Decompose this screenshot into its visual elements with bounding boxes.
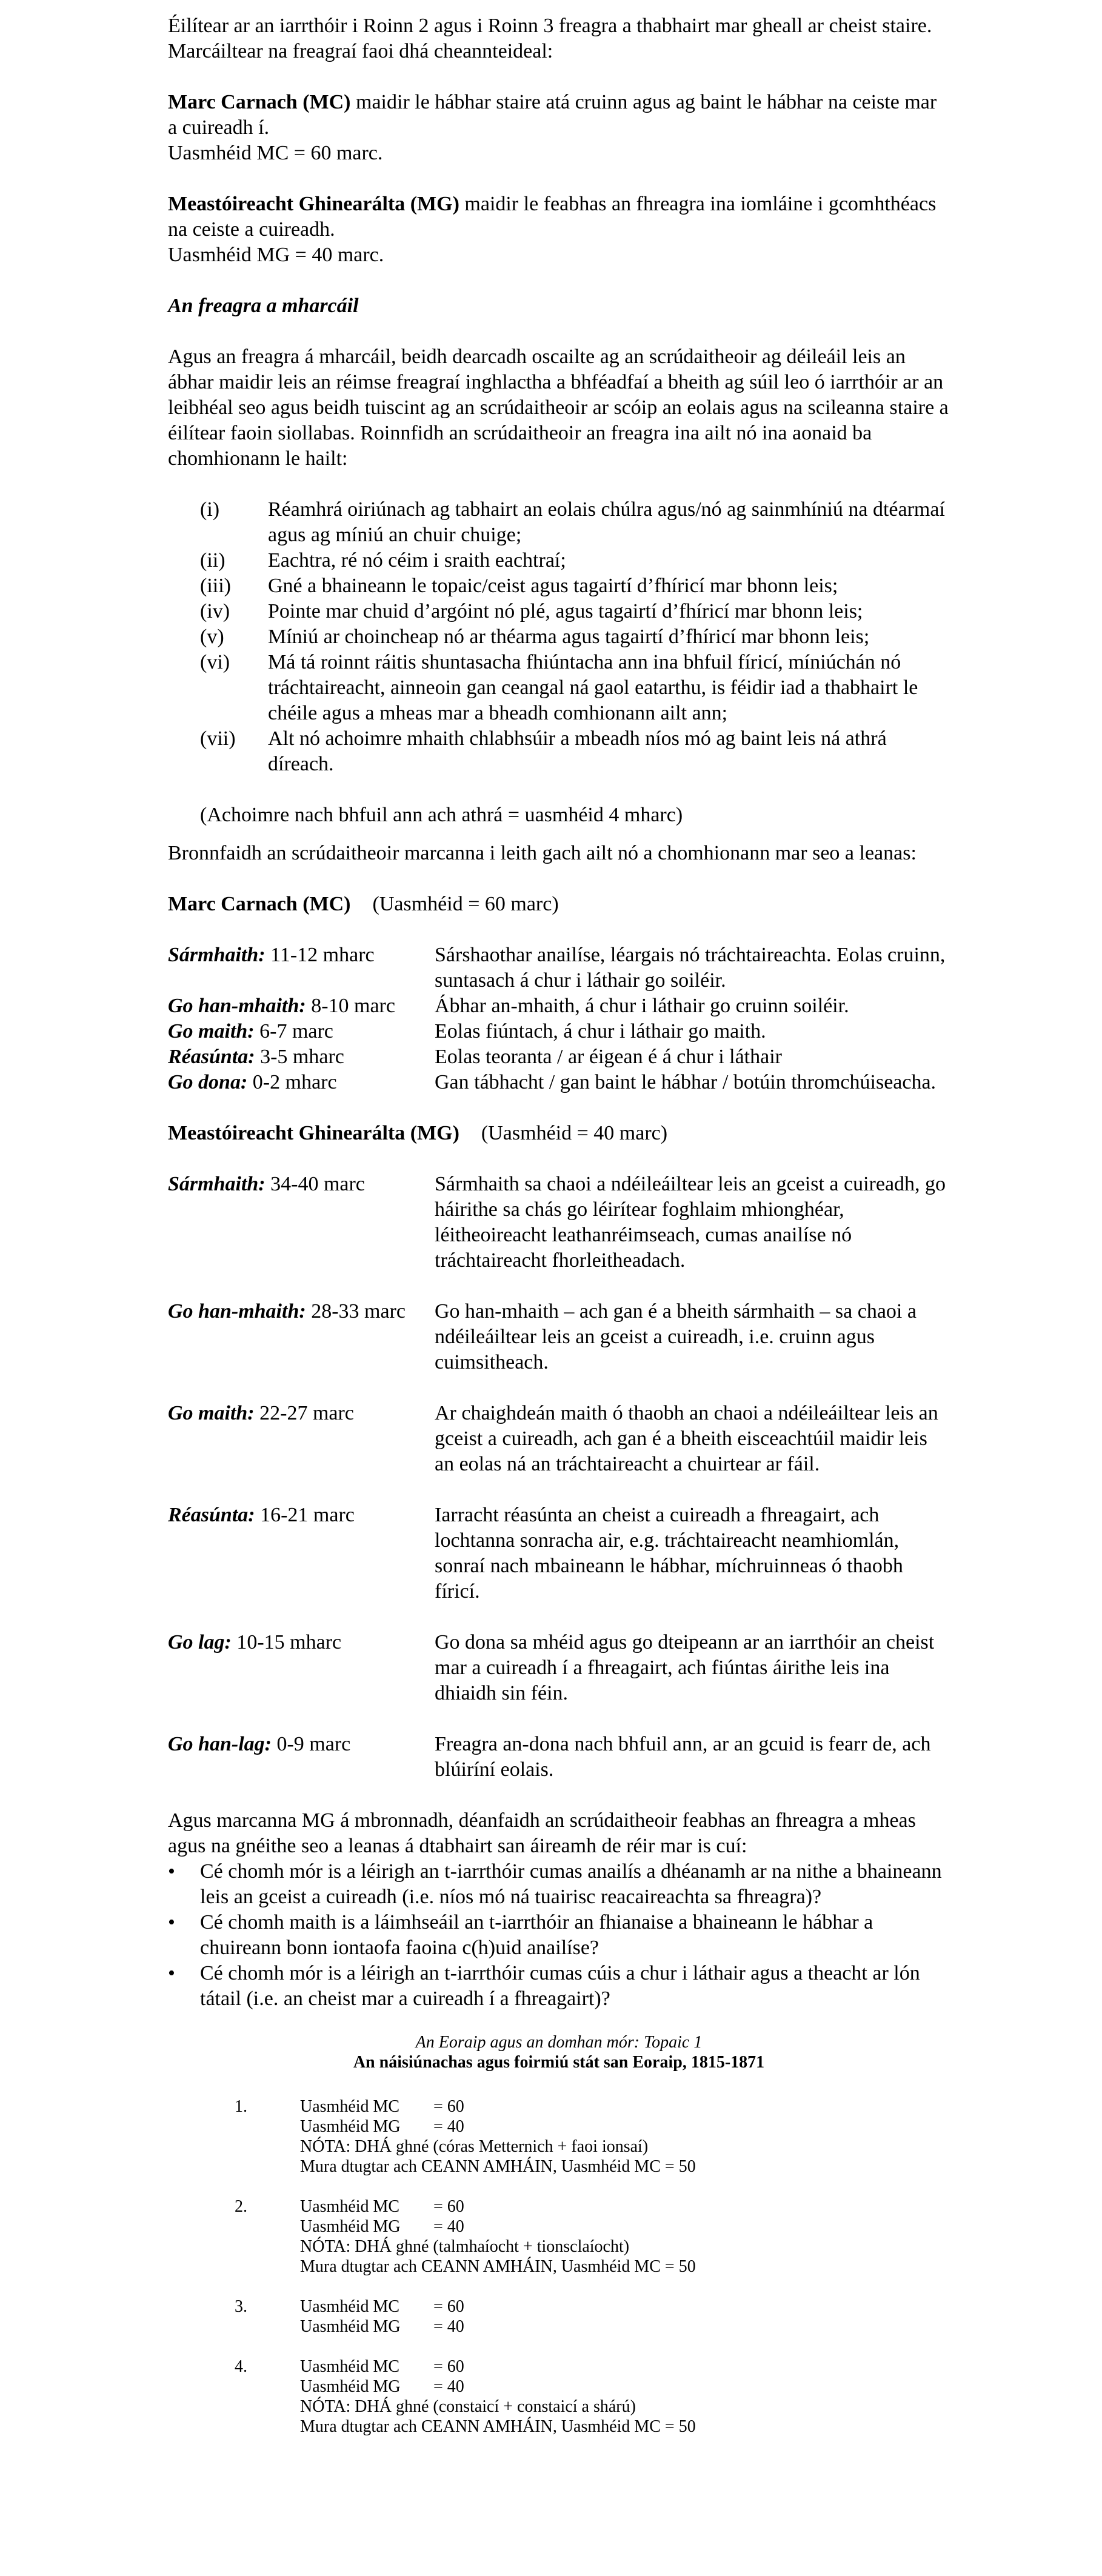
question-note: NÓTA: DHÁ ghné (constaicí + constaicí a shárú)	[300, 2397, 636, 2416]
grade-name: Go han-mhaith:	[168, 1300, 306, 1323]
roman-list-item	[200, 548, 950, 573]
question-item	[235, 2197, 950, 2277]
max-mark-label: Uasmhéid MG	[300, 2377, 401, 2396]
question-list	[235, 2097, 950, 2437]
max-mark-value: = 60	[433, 2097, 464, 2116]
grade-name: Go maith:	[168, 1020, 255, 1043]
roman-list-text: Má tá roinnt ráitis shuntasacha fhiúntacha ann ina bhfuil fíricí, míniúchán nó tráchtaireacht, ainneoin gan ceangal ná gaol eatarthu, is féidir iad a thabhairt le chéile agus a mheas mar a bheadh comhionann ailt ann;	[268, 651, 918, 724]
mc-text: maidir le hábhar staire atá cruinn agus ag baint le hábhar na ceiste mar a cuireadh í.	[168, 91, 937, 139]
mc-max: Uasmhéid MC = 60 marc.	[168, 142, 383, 164]
roman-list-number: (iii)	[200, 575, 231, 597]
row-spacer	[168, 1604, 950, 1630]
mc-definition	[168, 90, 950, 141]
grade-row	[168, 1630, 950, 1706]
roman-list-text: Gné a bhaineann le topaic/ceist agus tagairtí d’fhíricí mar bhonn leis;	[268, 575, 838, 597]
bullet-icon: •	[168, 1962, 175, 1984]
topic-header	[168, 2032, 950, 2072]
award-paragraph: Bronnfaidh an scrúdaitheoir marcanna i leith gach ailt nó a chomhionann mar seo a leanas:	[168, 842, 917, 864]
grade-row	[168, 1401, 950, 1477]
grade-label	[168, 993, 435, 1019]
max-mark-line	[300, 2317, 950, 2337]
grade-range: 0-2 mharc	[247, 1071, 337, 1093]
question-marks	[300, 2357, 950, 2437]
mg-table-max: (Uasmhéid = 40 marc)	[481, 1122, 668, 1144]
grade-name: Go lag:	[168, 1631, 232, 1653]
roman-list-number: (ii)	[200, 549, 225, 572]
grade-row	[168, 1070, 950, 1095]
grade-name: Go han-mhaith:	[168, 995, 306, 1017]
grade-name: Réasúnta:	[168, 1046, 255, 1068]
roman-list-item	[200, 624, 950, 650]
max-mark-value: = 60	[433, 2197, 464, 2216]
grade-range: 0-9 marc	[271, 1733, 351, 1755]
document-page	[168, 13, 950, 2457]
grade-row	[168, 1019, 950, 1044]
mg-max: Uasmhéid MG = 40 marc.	[168, 244, 384, 266]
grade-range: 8-10 marc	[306, 995, 395, 1017]
roman-list-text: Eachtra, ré nó céim i sraith eachtraí;	[268, 549, 566, 572]
question-number: 1.	[235, 2097, 247, 2116]
roman-list-number: (v)	[200, 626, 224, 648]
mg-grade-table	[168, 1172, 950, 1783]
bullet-text: Cé chomh maith is a láimhseáil an t-iarrthóir an fhianaise a bhaineann le hábhar a chuireann bonn iontaofa faoina c(h)uid anailíse?	[200, 1911, 873, 1959]
roman-list-item	[200, 599, 950, 624]
max-mark-line	[300, 2217, 950, 2237]
question-marks	[300, 2197, 950, 2277]
question-number: 2.	[235, 2197, 247, 2216]
grade-name: Go han-lag:	[168, 1733, 272, 1755]
grade-description: Sármhaith sa chaoi a ndéileáiltear leis an gceist a cuireadh, go háirithe sa chás go léirítear foghlaim mhionghéar, léitheoireacht leathanréimseach, cumas anailíse nó tráchtaireacht fhorleitheadach.	[435, 1173, 946, 1272]
grade-name: Sármhaith:	[168, 944, 265, 966]
mc-term: Marc Carnach (MC)	[168, 91, 351, 113]
grade-label	[168, 1019, 435, 1044]
mg-text: maidir le feabhas an fhreagra ina iomláine i gcomhthéacs na ceiste a cuireadh.	[168, 193, 937, 241]
bullet-item	[168, 1910, 950, 1961]
bullet-item	[168, 1961, 950, 2012]
grade-label	[168, 1401, 435, 1477]
marking-heading: An freagra a mharcáil	[168, 295, 359, 317]
mg-term: Meastóireacht Ghinearálta (MG)	[168, 193, 459, 215]
grade-label	[168, 1630, 435, 1706]
row-spacer	[168, 1477, 950, 1503]
bullet-text: Cé chomh mór is a léirigh an t-iarrthóir cumas cúis a chur i láthair agus a theacht ar lón tátail (i.e. an cheist mar a cuireadh í a fhreagairt)?	[200, 1962, 920, 2010]
max-mark-label: Uasmhéid MG	[300, 2117, 401, 2136]
max-mark-value: = 40	[433, 2377, 464, 2396]
roman-list-item	[200, 650, 950, 726]
mg-table-heading	[168, 1121, 950, 1146]
question-item	[235, 2297, 950, 2337]
grade-description: Go han-mhaith – ach gan é a bheith sármhaith – sa chaoi a ndéileáiltear leis an gceist a cuireadh, i.e. cruinn agus cuimsitheach.	[435, 1300, 917, 1373]
max-mark-line	[300, 2377, 950, 2397]
grade-name: Go maith:	[168, 1402, 255, 1424]
grade-description: Freagra an-dona nach bhfuil ann, ar an gcuid is fearr de, ach blúiríní eolais.	[435, 1733, 931, 1781]
max-mark-value: = 60	[433, 2357, 464, 2376]
roman-list-number: (i)	[200, 498, 220, 521]
grade-label	[168, 1299, 435, 1375]
grade-range: 16-21 marc	[255, 1504, 355, 1526]
question-marks	[300, 2297, 950, 2337]
grade-row	[168, 1732, 950, 1783]
row-spacer	[168, 1375, 950, 1401]
max-mark-label: Uasmhéid MG	[300, 2217, 401, 2236]
grade-range: 3-5 mharc	[255, 1046, 344, 1068]
question-number: 4.	[235, 2357, 247, 2376]
max-mark-line	[300, 2297, 950, 2317]
bullet-text: Cé chomh mór is a léirigh an t-iarrthóir cumas anailís a dhéanamh ar na nithe a bhaineann leis an gceist a cuireadh (i.e. níos mó ná tuairisc reacaireachta sa fhreagra)?	[200, 1860, 942, 1908]
roman-list-item	[200, 726, 950, 777]
grade-label	[168, 1070, 435, 1095]
max-mark-line	[300, 2357, 950, 2377]
summary-note: (Achoimre nach bhfuil ann ach athrá = uasmhéid 4 mharc)	[200, 804, 683, 826]
question-number: 3.	[235, 2297, 247, 2316]
mg-table-title: Meastóireacht Ghinearálta (MG)	[168, 1122, 459, 1144]
max-mark-value: = 40	[433, 2217, 464, 2236]
max-mark-value: = 60	[433, 2297, 464, 2316]
roman-list-number: (iv)	[200, 600, 230, 622]
question-note: Mura dtugtar ach CEANN AMHÁIN, Uasmhéid MC = 50	[300, 2417, 696, 2436]
max-mark-label: Uasmhéid MC	[300, 2357, 400, 2376]
grade-range: 34-40 marc	[265, 1173, 365, 1195]
question-note: NÓTA: DHÁ ghné (talmhaíocht + tionsclaíocht)	[300, 2237, 630, 2256]
max-mark-label: Uasmhéid MG	[300, 2317, 401, 2336]
max-mark-value: = 40	[433, 2317, 464, 2336]
max-mark-line	[300, 2097, 950, 2117]
grade-description: Sárshaothar anailíse, léargais nó tráchtaireachta. Eolas cruinn, suntasach á chur i láthair go soiléir.	[435, 944, 946, 992]
mc-table-title: Marc Carnach (MC)	[168, 893, 351, 915]
roman-list-number: (vi)	[200, 651, 230, 673]
max-mark-label: Uasmhéid MC	[300, 2297, 400, 2316]
grade-label	[168, 1172, 435, 1273]
grade-description: Eolas teoranta / ar éigean é á chur i láthair	[435, 1046, 782, 1068]
roman-list	[200, 497, 950, 777]
topic-subtitle: An Eoraip agus an domhan mór: Topaic 1	[415, 2033, 703, 2052]
max-mark-label: Uasmhéid MC	[300, 2197, 400, 2216]
roman-list-number: (vii)	[200, 727, 236, 750]
grade-label	[168, 1732, 435, 1783]
grade-row	[168, 1172, 950, 1273]
question-note: Mura dtugtar ach CEANN AMHÁIN, Uasmhéid MC = 50	[300, 2157, 696, 2176]
grade-description: Gan tábhacht / gan baint le hábhar / botúin thromchúiseacha.	[435, 1071, 937, 1093]
max-mark-value: = 40	[433, 2117, 464, 2136]
grade-description: Ábhar an-mhaith, á chur i láthair go cruinn soiléir.	[435, 995, 849, 1017]
mc-table-heading	[168, 892, 950, 917]
mg-intro-paragraph: Agus marcanna MG á mbronnadh, déanfaidh an scrúdaitheoir feabhas an fhreagra a mheas agus na gnéithe seo a leanas á dtabhairt san áireamh de réir mar is cuí:	[168, 1809, 916, 1857]
roman-list-text: Pointe mar chuid d’argóint nó plé, agus tagairtí d’fhíricí mar bhonn leis;	[268, 600, 863, 622]
grade-name: Sármhaith:	[168, 1173, 265, 1195]
grade-label	[168, 943, 435, 993]
mg-definition	[168, 192, 950, 242]
question-item	[235, 2097, 950, 2177]
roman-list-text: Réamhrá oiriúnach ag tabhairt an eolais chúlra agus/nó ag sainmhíniú na dtéarmaí agus ag míniú an chuir chuige;	[268, 498, 945, 546]
marking-paragraph: Agus an freagra á mharcáil, beidh dearcadh oscailte ag an scrúdaitheoir ag déileáil leis an ábhar maidir leis an réimse freagraí inghlactha a bhféadfaí a bheith ag súil leo ó iarrthóir ar an leibhéal seo agus beidh tuiscint ag an scrúdaitheoir ar scóip an eolais agus na scileanna staire a éilítear faoin siollabas. Roinnfidh an scrúdaitheoir an freagra ina ailt nó ina aonaid ba chomhionann le hailt:	[168, 345, 949, 470]
bullet-icon: •	[168, 1860, 175, 1883]
grade-label	[168, 1503, 435, 1604]
row-spacer	[168, 1706, 950, 1732]
grade-range: 6-7 marc	[254, 1020, 333, 1043]
grade-description: Go dona sa mhéid agus go dteipeann ar an iarrthóir an cheist mar a cuireadh í a fhreagairt, ach fiúntas áirithe leis ina dhiaidh sin féin.	[435, 1631, 935, 1704]
roman-list-text: Míniú ar choincheap nó ar théarma agus tagairtí d’fhíricí mar bhonn leis;	[268, 626, 870, 648]
grade-name: Go dona:	[168, 1071, 248, 1093]
max-mark-line	[300, 2117, 950, 2137]
grade-description: Iarracht réasúnta an cheist a cuireadh a fhreagairt, ach lochtanna sonracha air, e.g. tráchtaireacht neamhiomlán, sonraí nach mbaineann le hábhar, míchruinneas ó thaobh fíricí.	[435, 1504, 903, 1603]
grade-label	[168, 1044, 435, 1070]
max-mark-label: Uasmhéid MC	[300, 2097, 400, 2116]
criteria-bullet-list	[168, 1859, 950, 2012]
question-marks	[300, 2097, 950, 2177]
grade-name: Réasúnta:	[168, 1504, 255, 1526]
grade-row	[168, 1044, 950, 1070]
roman-list-text: Alt nó achoimre mhaith chlabhsúir a mbeadh níos mó ag baint leis ná athrá díreach.	[268, 727, 887, 775]
grade-description: Ar chaighdeán maith ó thaobh an chaoi a ndéileáiltear leis an gceist a cuireadh, ach gan é a bheith eisceachtúil maidir leis an eolas ná an tráchtaireacht a chuirtear ar fáil.	[435, 1402, 938, 1475]
grade-range: 11-12 mharc	[265, 944, 375, 966]
question-note: NÓTA: DHÁ ghné (córas Metternich + faoi ionsaí)	[300, 2137, 649, 2156]
roman-list-item	[200, 497, 950, 548]
bullet-icon: •	[168, 1911, 175, 1934]
grade-range: 22-27 marc	[254, 1402, 354, 1424]
grade-range: 10-15 mharc	[231, 1631, 342, 1653]
bullet-item	[168, 1859, 950, 1910]
roman-list-item	[200, 573, 950, 599]
topic-title: An náisiúnachas agus foirmiú stát san Eoraip, 1815-1871	[353, 2053, 765, 2072]
grade-row	[168, 993, 950, 1019]
grade-row	[168, 943, 950, 993]
row-spacer	[168, 1273, 950, 1299]
question-note: Mura dtugtar ach CEANN AMHÁIN, Uasmhéid MC = 50	[300, 2257, 696, 2276]
grade-description: Eolas fiúntach, á chur i láthair go maith.	[435, 1020, 766, 1043]
mc-table-max: (Uasmhéid = 60 marc)	[372, 893, 559, 915]
grade-row	[168, 1503, 950, 1604]
intro-paragraph: Éilítear ar an iarrthóir i Roinn 2 agus i Roinn 3 freagra a thabhairt mar gheall ar cheist staire. Marcáiltear na freagraí faoi dhá cheannteideal:	[168, 15, 932, 62]
grade-range: 28-33 marc	[306, 1300, 406, 1323]
mc-grade-table	[168, 943, 950, 1095]
grade-row	[168, 1299, 950, 1375]
max-mark-line	[300, 2197, 950, 2217]
question-item	[235, 2357, 950, 2437]
